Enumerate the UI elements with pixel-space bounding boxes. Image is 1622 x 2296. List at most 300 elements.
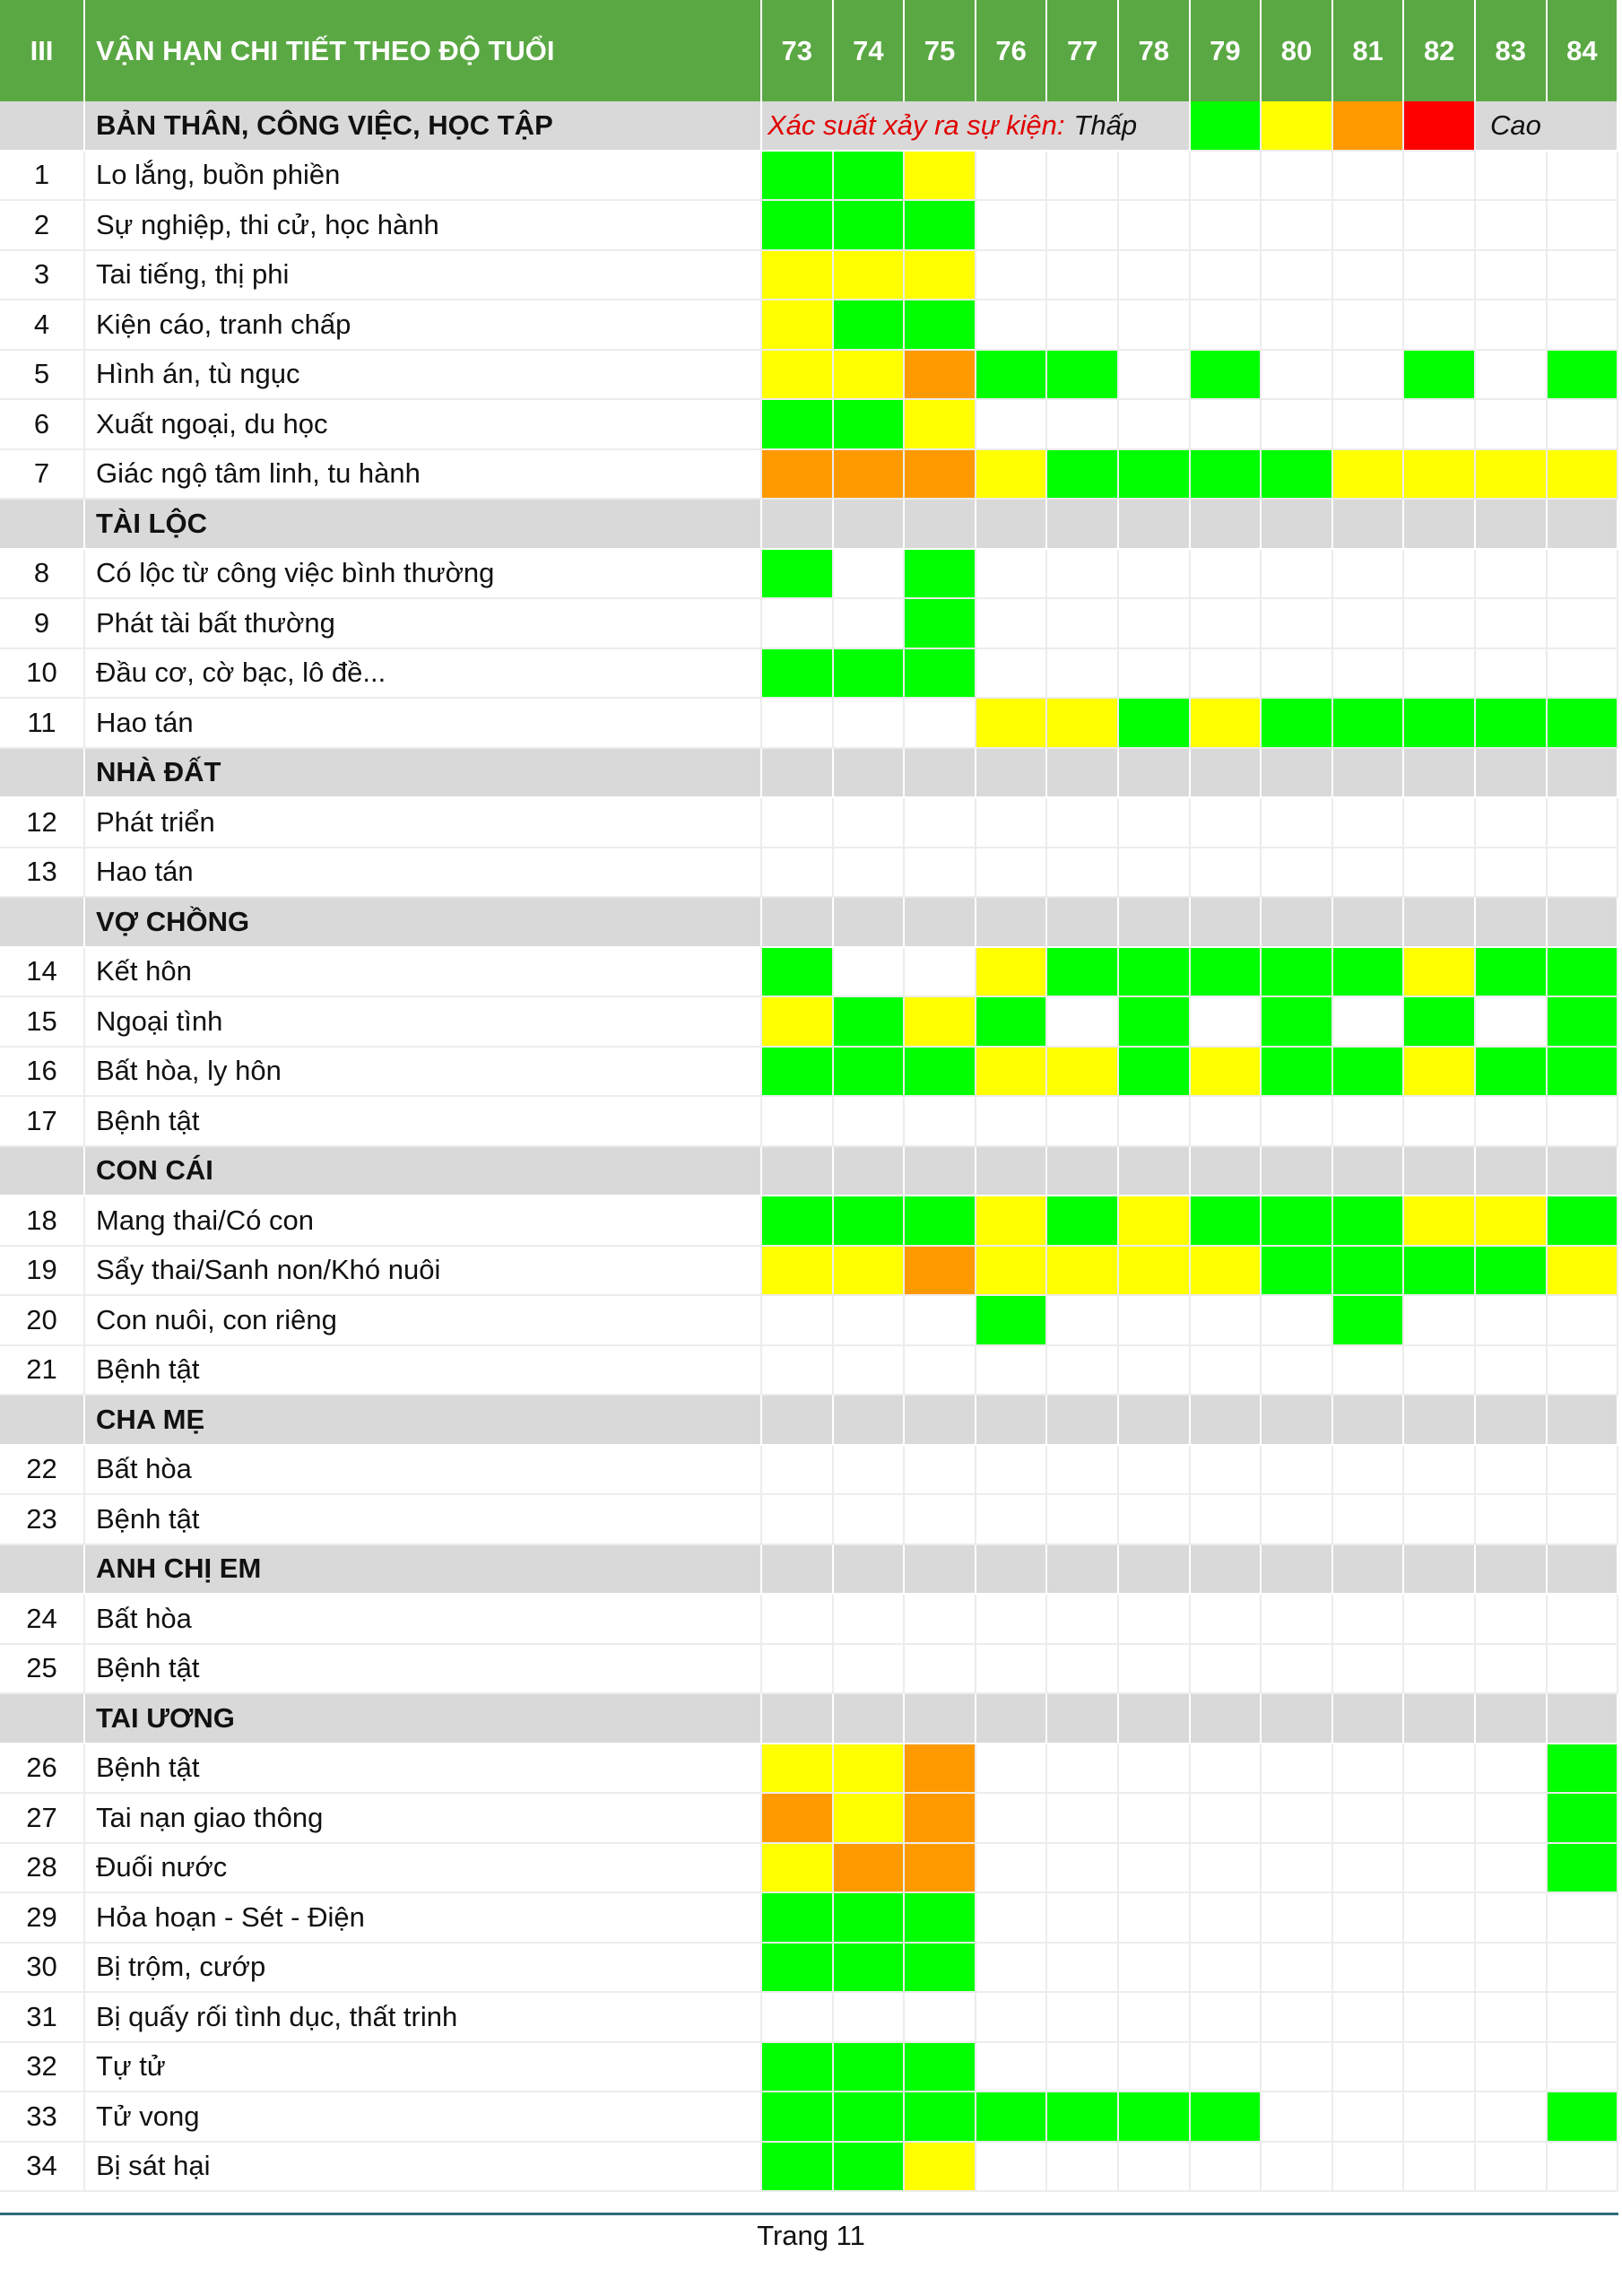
section-title: BẢN THÂN, CÔNG VIỆC, HỌC TẬP [85, 101, 762, 152]
probability-cell [976, 1048, 1048, 1098]
probability-cell [834, 400, 906, 450]
probability-cell [834, 1844, 906, 1894]
probability-cell [1119, 1844, 1191, 1894]
probability-cell [1047, 798, 1119, 848]
probability-cell [976, 2092, 1048, 2143]
probability-cell [1548, 201, 1619, 251]
probability-cell [834, 1196, 906, 1247]
probability-cell [1404, 2043, 1476, 2093]
probability-cell [976, 1495, 1048, 1545]
age-header-81: 81 [1333, 0, 1405, 101]
probability-cell [1191, 2043, 1262, 2093]
probability-cell [976, 848, 1048, 899]
probability-cell [1047, 2092, 1119, 2143]
section-age-cell [1404, 749, 1476, 799]
probability-cell [1047, 848, 1119, 899]
probability-cell [834, 1296, 906, 1346]
probability-cell [762, 1645, 834, 1695]
probability-cell [1548, 1645, 1619, 1695]
section-age-cell [762, 1545, 834, 1596]
probability-cell [1119, 550, 1191, 600]
row-number: 11 [0, 699, 85, 749]
section-age-cell [976, 500, 1048, 550]
probability-cell [1191, 1296, 1262, 1346]
event-label: Tự tử [85, 2043, 762, 2093]
probability-cell [1476, 300, 1548, 351]
section-age-cell [834, 1545, 906, 1596]
section-age-cell [834, 500, 906, 550]
age-header-75: 75 [905, 0, 976, 101]
probability-cell [834, 2143, 906, 2193]
probability-cell [1119, 649, 1191, 700]
probability-cell [905, 1495, 976, 1545]
section-age-cell [1047, 1694, 1119, 1744]
table-title: VẬN HẠN CHI TIẾT THEO ĐỘ TUỔI [85, 0, 762, 101]
section-age-cell [1262, 749, 1333, 799]
probability-cell [834, 1346, 906, 1396]
section-age-cell [1476, 898, 1548, 948]
section-age-cell [905, 1147, 976, 1197]
legend-label [762, 101, 1191, 152]
section-age-cell [1476, 1694, 1548, 1744]
section-age-cell [1119, 898, 1191, 948]
probability-cell [1476, 251, 1548, 301]
event-label: Tử vong [85, 2092, 762, 2143]
row-number: 19 [0, 1247, 85, 1297]
section-age-cell [1333, 500, 1405, 550]
probability-cell [976, 2043, 1048, 2093]
probability-cell [834, 948, 906, 998]
probability-cell [1047, 948, 1119, 998]
event-label: Bất hòa [85, 1446, 762, 1496]
section-title: CHA MẸ [85, 1396, 762, 1446]
section-age-cell [1404, 1147, 1476, 1197]
section-age-cell [1548, 1694, 1619, 1744]
section-age-cell [1119, 1396, 1191, 1446]
section-age-cell [1191, 1545, 1262, 1596]
probability-cell [834, 1944, 906, 1994]
probability-cell [976, 152, 1048, 202]
row-number: 12 [0, 798, 85, 848]
section-age-cell [1548, 749, 1619, 799]
probability-cell [1476, 1993, 1548, 2043]
probability-cell [905, 2143, 976, 2193]
probability-cell [1191, 1196, 1262, 1247]
probability-cell [976, 450, 1048, 500]
row-number: 20 [0, 1296, 85, 1346]
event-label: Xuất ngoại, du học [85, 400, 762, 450]
probability-cell [1333, 1048, 1405, 1098]
probability-cell [1262, 1944, 1333, 1994]
legend-low: Thấp [1073, 109, 1138, 141]
event-label: Hình án, tù ngục [85, 351, 762, 401]
probability-cell [1548, 152, 1619, 202]
probability-cell [905, 1893, 976, 1944]
probability-cell [1404, 1495, 1476, 1545]
probability-cell [1191, 599, 1262, 649]
probability-cell [762, 550, 834, 600]
probability-cell [762, 798, 834, 848]
probability-cell [1262, 1495, 1333, 1545]
probability-cell [976, 550, 1048, 600]
section-number-cell [0, 1694, 85, 1744]
probability-cell [1047, 1993, 1119, 2043]
probability-cell [1119, 201, 1191, 251]
section-title: VỢ CHỒNG [85, 898, 762, 948]
probability-cell [1333, 1097, 1405, 1147]
probability-cell [762, 1844, 834, 1894]
probability-cell [905, 1048, 976, 1098]
probability-cell [762, 1048, 834, 1098]
probability-cell [762, 152, 834, 202]
probability-cell [905, 2043, 976, 2093]
probability-cell [1119, 1495, 1191, 1545]
probability-cell [976, 649, 1048, 700]
section-age-cell [1047, 1396, 1119, 1446]
event-label: Sự nghiệp, thi cử, học hành [85, 201, 762, 251]
probability-cell [1262, 300, 1333, 351]
probability-cell [1404, 1993, 1476, 2043]
section-age-cell [1262, 1147, 1333, 1197]
probability-cell [1119, 1048, 1191, 1098]
probability-cell [1404, 1346, 1476, 1396]
row-number: 14 [0, 948, 85, 998]
probability-cell [1404, 1296, 1476, 1346]
probability-cell [834, 798, 906, 848]
legend-swatch-G [1191, 101, 1262, 152]
probability-cell [1476, 1196, 1548, 1247]
probability-cell [1404, 300, 1476, 351]
probability-cell [834, 848, 906, 899]
probability-cell [1476, 2143, 1548, 2193]
probability-cell [1047, 450, 1119, 500]
probability-cell [905, 1346, 976, 1396]
section-age-cell [1333, 1396, 1405, 1446]
probability-cell [1191, 1595, 1262, 1645]
probability-cell [1333, 948, 1405, 998]
section-age-cell [1262, 1545, 1333, 1596]
section-age-cell [1404, 1396, 1476, 1446]
event-label: Con nuôi, con riêng [85, 1296, 762, 1346]
probability-cell [834, 1744, 906, 1795]
probability-cell [905, 848, 976, 899]
age-header-79: 79 [1191, 0, 1262, 101]
probability-cell [1047, 1196, 1119, 1247]
probability-cell [762, 948, 834, 998]
section-age-cell [1333, 1147, 1405, 1197]
probability-cell [1404, 1744, 1476, 1795]
probability-cell [905, 152, 976, 202]
probability-cell [1191, 997, 1262, 1048]
probability-cell [1191, 300, 1262, 351]
probability-cell [1262, 1446, 1333, 1496]
probability-cell [1191, 1645, 1262, 1695]
probability-cell [1262, 699, 1333, 749]
probability-cell [1333, 152, 1405, 202]
probability-cell [834, 251, 906, 301]
event-label: Sẩy thai/Sanh non/Khó nuôi [85, 1247, 762, 1297]
section-age-cell [762, 500, 834, 550]
section-age-cell [1262, 500, 1333, 550]
probability-cell [1476, 1296, 1548, 1346]
probability-cell [1191, 152, 1262, 202]
probability-cell [834, 1893, 906, 1944]
probability-cell [1119, 1196, 1191, 1247]
probability-cell [1262, 599, 1333, 649]
section-age-cell [1262, 898, 1333, 948]
probability-cell [1333, 1595, 1405, 1645]
probability-cell [1333, 699, 1405, 749]
probability-cell [1548, 997, 1619, 1048]
probability-cell [1404, 1645, 1476, 1695]
probability-cell [1548, 300, 1619, 351]
probability-cell [1476, 1446, 1548, 1496]
probability-cell [1333, 1196, 1405, 1247]
section-age-cell [762, 1694, 834, 1744]
section-number: III [0, 0, 85, 101]
probability-cell [1404, 400, 1476, 450]
row-number: 21 [0, 1346, 85, 1396]
probability-cell [976, 2143, 1048, 2193]
probability-cell [1548, 351, 1619, 401]
section-age-cell [1047, 749, 1119, 799]
probability-cell [1191, 201, 1262, 251]
probability-cell [1333, 599, 1405, 649]
probability-cell [905, 1196, 976, 1247]
probability-cell [762, 997, 834, 1048]
section-age-cell [1333, 1694, 1405, 1744]
probability-cell [1262, 1346, 1333, 1396]
probability-cell [1548, 2043, 1619, 2093]
probability-cell [1404, 201, 1476, 251]
row-number: 6 [0, 400, 85, 450]
section-age-cell [1476, 1147, 1548, 1197]
age-header-76: 76 [976, 0, 1048, 101]
probability-cell [834, 2092, 906, 2143]
section-title: CON CÁI [85, 1147, 762, 1197]
row-number: 18 [0, 1196, 85, 1247]
probability-cell [1333, 2143, 1405, 2193]
probability-cell [834, 550, 906, 600]
probability-cell [1548, 1893, 1619, 1944]
probability-cell [1191, 798, 1262, 848]
probability-cell [1191, 1097, 1262, 1147]
probability-cell [1047, 649, 1119, 700]
section-number-cell [0, 1545, 85, 1596]
section-age-cell [1119, 1545, 1191, 1596]
probability-cell [1404, 1944, 1476, 1994]
legend-swatch-O [1333, 101, 1405, 152]
probability-cell [762, 300, 834, 351]
event-label: Đầu cơ, cờ bạc, lô đề... [85, 649, 762, 700]
probability-cell [1119, 948, 1191, 998]
probability-cell [762, 599, 834, 649]
probability-cell [834, 152, 906, 202]
event-label: Bất hòa, ly hôn [85, 1048, 762, 1098]
section-age-cell [1047, 1545, 1119, 1596]
probability-cell [1476, 351, 1548, 401]
section-age-cell [1476, 1545, 1548, 1596]
section-age-cell [762, 749, 834, 799]
probability-cell [1404, 948, 1476, 998]
probability-cell [1404, 1446, 1476, 1496]
probability-cell [1548, 1595, 1619, 1645]
probability-cell [1119, 1993, 1191, 2043]
row-number: 7 [0, 450, 85, 500]
probability-cell [1548, 1196, 1619, 1247]
probability-cell [905, 201, 976, 251]
probability-cell [1191, 1944, 1262, 1994]
probability-cell [1476, 1744, 1548, 1795]
probability-cell [762, 649, 834, 700]
probability-cell [1333, 798, 1405, 848]
probability-cell [1119, 699, 1191, 749]
probability-cell [1548, 1097, 1619, 1147]
age-header-83: 83 [1476, 0, 1548, 101]
probability-cell [1333, 848, 1405, 899]
section-age-cell [1548, 1147, 1619, 1197]
probability-cell [1476, 450, 1548, 500]
section-age-cell [1333, 1545, 1405, 1596]
probability-cell [905, 1296, 976, 1346]
probability-cell [762, 1196, 834, 1247]
probability-cell [905, 1944, 976, 1994]
section-age-cell [762, 898, 834, 948]
probability-cell [976, 251, 1048, 301]
section-age-cell [1476, 500, 1548, 550]
probability-cell [1047, 251, 1119, 301]
probability-cell [1548, 1296, 1619, 1346]
probability-cell [1262, 251, 1333, 301]
probability-cell [1191, 699, 1262, 749]
probability-cell [1191, 848, 1262, 899]
probability-cell [1191, 1993, 1262, 2043]
section-age-cell [762, 1147, 834, 1197]
probability-cell [1262, 997, 1333, 1048]
probability-cell [1476, 1097, 1548, 1147]
probability-cell [1047, 1296, 1119, 1346]
probability-cell [1047, 1595, 1119, 1645]
probability-cell [1047, 1247, 1119, 1297]
probability-cell [1191, 351, 1262, 401]
probability-cell [1262, 1645, 1333, 1695]
probability-cell [1047, 699, 1119, 749]
probability-cell [1047, 1495, 1119, 1545]
probability-cell [1333, 2092, 1405, 2143]
row-number: 26 [0, 1744, 85, 1795]
section-age-cell [905, 749, 976, 799]
probability-cell [762, 450, 834, 500]
probability-cell [905, 550, 976, 600]
probability-cell [1548, 1744, 1619, 1795]
probability-cell [1262, 351, 1333, 401]
probability-cell [1262, 1196, 1333, 1247]
section-age-cell [1191, 1396, 1262, 1446]
probability-cell [905, 649, 976, 700]
probability-cell [1262, 1097, 1333, 1147]
probability-cell [1333, 251, 1405, 301]
probability-cell [1262, 2092, 1333, 2143]
probability-cell [762, 351, 834, 401]
probability-cell [1262, 2043, 1333, 2093]
row-number: 23 [0, 1495, 85, 1545]
probability-cell [1119, 450, 1191, 500]
age-header-84: 84 [1548, 0, 1619, 101]
probability-cell [834, 1048, 906, 1098]
probability-cell [1548, 798, 1619, 848]
probability-cell [976, 1446, 1048, 1496]
probability-cell [1476, 1595, 1548, 1645]
probability-cell [1262, 848, 1333, 899]
probability-cell [976, 1296, 1048, 1346]
probability-cell [1548, 400, 1619, 450]
probability-cell [834, 1794, 906, 1844]
probability-cell [1548, 1048, 1619, 1098]
probability-cell [1333, 1346, 1405, 1396]
row-number: 8 [0, 550, 85, 600]
probability-cell [1476, 400, 1548, 450]
probability-cell [1476, 649, 1548, 700]
row-number: 27 [0, 1794, 85, 1844]
age-header-73: 73 [762, 0, 834, 101]
row-number: 24 [0, 1595, 85, 1645]
section-age-cell [1404, 1545, 1476, 1596]
probability-cell [1476, 2043, 1548, 2093]
legend-caption: Xác suất xảy ra sự kiện: [768, 109, 1065, 141]
probability-cell [762, 1794, 834, 1844]
section-age-cell [834, 1396, 906, 1446]
section-age-cell [905, 1694, 976, 1744]
probability-cell [1333, 351, 1405, 401]
probability-cell [762, 251, 834, 301]
probability-cell [1262, 1993, 1333, 2043]
section-age-cell [976, 1147, 1048, 1197]
probability-cell [1333, 1247, 1405, 1297]
age-header-82: 82 [1404, 0, 1476, 101]
section-age-cell [834, 749, 906, 799]
probability-cell [976, 1097, 1048, 1147]
probability-cell [762, 2092, 834, 2143]
probability-cell [1476, 948, 1548, 998]
probability-cell [1262, 1296, 1333, 1346]
section-age-cell [1191, 749, 1262, 799]
probability-cell [1047, 599, 1119, 649]
probability-cell [1119, 1645, 1191, 1695]
event-label: Có lộc từ công việc bình thường [85, 550, 762, 600]
event-label: Lo lắng, buồn phiền [85, 152, 762, 202]
probability-cell [1119, 1744, 1191, 1795]
probability-cell [1262, 1794, 1333, 1844]
probability-cell [1119, 351, 1191, 401]
section-age-cell [976, 1396, 1048, 1446]
section-age-cell [1548, 500, 1619, 550]
probability-cell [1262, 1595, 1333, 1645]
event-label: Bệnh tật [85, 1495, 762, 1545]
probability-cell [1476, 1645, 1548, 1695]
probability-cell [905, 1097, 976, 1147]
probability-cell [976, 1346, 1048, 1396]
probability-cell [1119, 1097, 1191, 1147]
probability-cell [1404, 1794, 1476, 1844]
probability-cell [905, 400, 976, 450]
section-age-cell [1119, 1147, 1191, 1197]
event-label: Giác ngộ tâm linh, tu hành [85, 450, 762, 500]
section-age-cell [976, 898, 1048, 948]
probability-cell [1262, 1247, 1333, 1297]
probability-cell [976, 201, 1048, 251]
probability-cell [1548, 2092, 1619, 2143]
probability-cell [905, 1595, 976, 1645]
